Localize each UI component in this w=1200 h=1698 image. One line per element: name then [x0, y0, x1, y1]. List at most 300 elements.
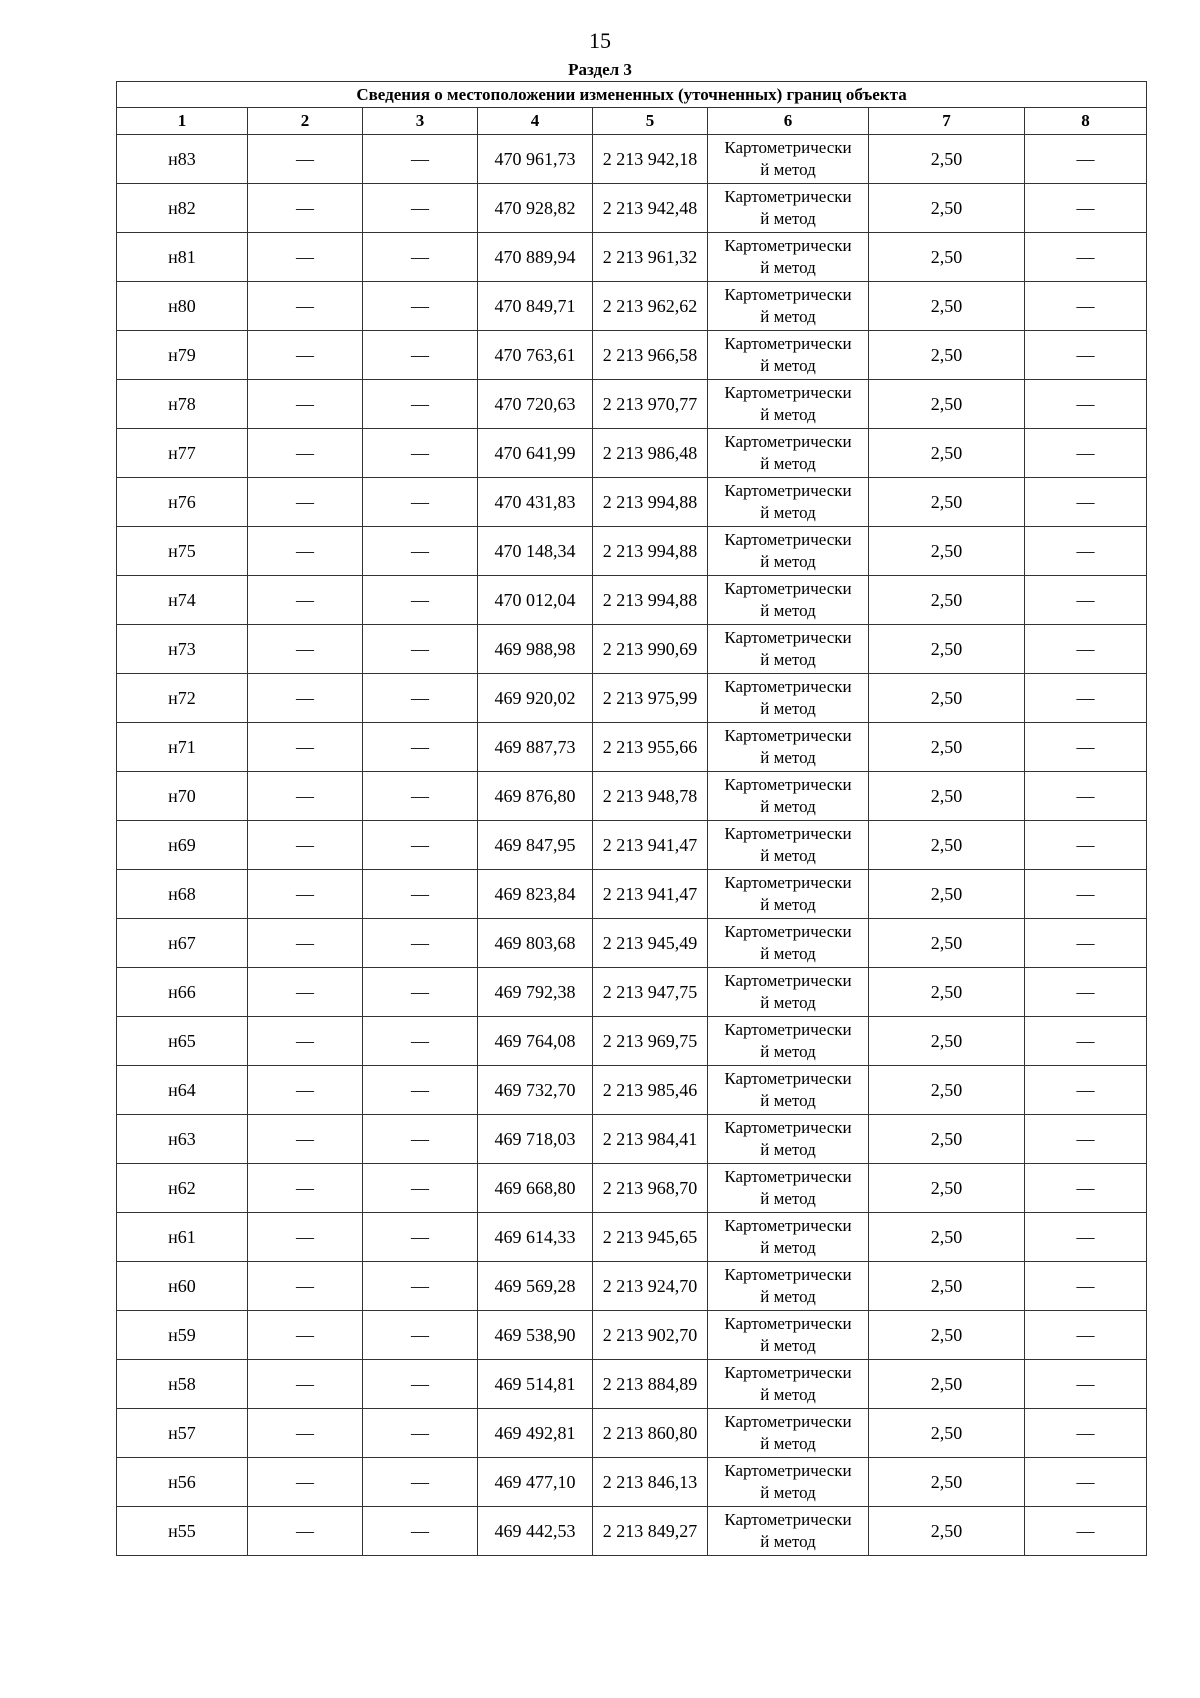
column-2-cell: —: [248, 821, 363, 870]
column-8-cell: —: [1025, 1507, 1147, 1556]
x-coordinate-cell: 469 823,84: [478, 870, 593, 919]
method-line-2: й метод: [760, 699, 816, 718]
table-row: [117, 1262, 1147, 1311]
table-row: [117, 1311, 1147, 1360]
method-line-1: Картометрически: [724, 236, 852, 255]
point-label-cell: н71: [117, 723, 248, 772]
point-label-cell: н58: [117, 1360, 248, 1409]
x-coordinate-cell: 470 641,99: [478, 429, 593, 478]
y-coordinate-cell: 2 213 945,49: [593, 919, 708, 968]
table-row: [117, 1066, 1147, 1115]
table-row: [117, 772, 1147, 821]
column-8-cell: —: [1025, 1115, 1147, 1164]
point-label-cell: н83: [117, 135, 248, 184]
method-line-1: Картометрически: [724, 530, 852, 549]
column-3-cell: —: [363, 1311, 478, 1360]
x-coordinate-cell: 469 569,28: [478, 1262, 593, 1311]
column-number-3: 3: [363, 108, 478, 135]
method-cell: [708, 919, 869, 968]
point-label-cell: н62: [117, 1164, 248, 1213]
point-label-cell: н81: [117, 233, 248, 282]
column-2-cell: —: [248, 1262, 363, 1311]
method-line-1: Картометрически: [724, 187, 852, 206]
table-row: [117, 527, 1147, 576]
method-line-1: Картометрически: [724, 1216, 852, 1235]
y-coordinate-cell: 2 213 942,18: [593, 135, 708, 184]
table-row: [117, 380, 1147, 429]
y-coordinate-cell: 2 213 975,99: [593, 674, 708, 723]
method-line-2: й метод: [760, 1336, 816, 1355]
method-cell: [708, 772, 869, 821]
method-cell: [708, 429, 869, 478]
column-3-cell: —: [363, 233, 478, 282]
column-2-cell: —: [248, 1164, 363, 1213]
method-cell: [708, 1311, 869, 1360]
point-label-cell: н70: [117, 772, 248, 821]
y-coordinate-cell: 2 213 860,80: [593, 1409, 708, 1458]
accuracy-cell: 2,50: [869, 1360, 1025, 1409]
x-coordinate-cell: 470 148,34: [478, 527, 593, 576]
method-line-2: й метод: [760, 748, 816, 767]
accuracy-cell: 2,50: [869, 1262, 1025, 1311]
column-8-cell: —: [1025, 527, 1147, 576]
x-coordinate-cell: 469 492,81: [478, 1409, 593, 1458]
table-row: [117, 282, 1147, 331]
table-row: [117, 674, 1147, 723]
method-line-1: Картометрически: [724, 1461, 852, 1480]
column-3-cell: —: [363, 135, 478, 184]
column-2-cell: —: [248, 1115, 363, 1164]
accuracy-cell: 2,50: [869, 1164, 1025, 1213]
column-2-cell: —: [248, 282, 363, 331]
method-line-2: й метод: [760, 1434, 816, 1453]
method-line-1: Картометрически: [724, 383, 852, 402]
accuracy-cell: 2,50: [869, 723, 1025, 772]
column-2-cell: —: [248, 527, 363, 576]
method-line-2: й метод: [760, 209, 816, 228]
column-8-cell: —: [1025, 1213, 1147, 1262]
column-3-cell: —: [363, 1262, 478, 1311]
column-3-cell: —: [363, 1213, 478, 1262]
method-cell: [708, 674, 869, 723]
method-line-2: й метод: [760, 1238, 816, 1257]
method-line-1: Картометрически: [724, 726, 852, 745]
accuracy-cell: 2,50: [869, 821, 1025, 870]
method-line-2: й метод: [760, 1483, 816, 1502]
accuracy-cell: 2,50: [869, 282, 1025, 331]
method-line-1: Картометрически: [724, 1118, 852, 1137]
column-number-4: 4: [478, 108, 593, 135]
column-3-cell: —: [363, 282, 478, 331]
column-3-cell: —: [363, 772, 478, 821]
column-8-cell: —: [1025, 1017, 1147, 1066]
y-coordinate-cell: 2 213 849,27: [593, 1507, 708, 1556]
column-2-cell: —: [248, 1066, 363, 1115]
column-2-cell: —: [248, 380, 363, 429]
y-coordinate-cell: 2 213 941,47: [593, 821, 708, 870]
column-3-cell: —: [363, 919, 478, 968]
table-row: [117, 870, 1147, 919]
x-coordinate-cell: 469 876,80: [478, 772, 593, 821]
column-2-cell: —: [248, 1507, 363, 1556]
method-line-2: й метод: [760, 846, 816, 865]
table-row: [117, 1115, 1147, 1164]
table-row: [117, 429, 1147, 478]
method-line-1: Картометрически: [724, 628, 852, 647]
method-cell: [708, 478, 869, 527]
column-8-cell: —: [1025, 282, 1147, 331]
accuracy-cell: 2,50: [869, 429, 1025, 478]
method-cell: [708, 870, 869, 919]
point-label-cell: н64: [117, 1066, 248, 1115]
column-2-cell: —: [248, 968, 363, 1017]
column-2-cell: —: [248, 1213, 363, 1262]
x-coordinate-cell: 470 849,71: [478, 282, 593, 331]
accuracy-cell: 2,50: [869, 1311, 1025, 1360]
column-8-cell: —: [1025, 1409, 1147, 1458]
y-coordinate-cell: 2 213 884,89: [593, 1360, 708, 1409]
method-cell: [708, 625, 869, 674]
accuracy-cell: 2,50: [869, 184, 1025, 233]
x-coordinate-cell: 469 718,03: [478, 1115, 593, 1164]
method-cell: [708, 1458, 869, 1507]
x-coordinate-cell: 469 803,68: [478, 919, 593, 968]
y-coordinate-cell: 2 213 994,88: [593, 527, 708, 576]
method-cell: [708, 1360, 869, 1409]
column-2-cell: —: [248, 233, 363, 282]
point-label-cell: н73: [117, 625, 248, 674]
accuracy-cell: 2,50: [869, 380, 1025, 429]
column-3-cell: —: [363, 723, 478, 772]
column-2-cell: —: [248, 1409, 363, 1458]
x-coordinate-cell: 469 887,73: [478, 723, 593, 772]
x-coordinate-cell: 469 847,95: [478, 821, 593, 870]
x-coordinate-cell: 469 668,80: [478, 1164, 593, 1213]
method-line-1: Картометрически: [724, 1167, 852, 1186]
method-line-2: й метод: [760, 503, 816, 522]
method-cell: [708, 1409, 869, 1458]
column-8-cell: —: [1025, 233, 1147, 282]
y-coordinate-cell: 2 213 969,75: [593, 1017, 708, 1066]
column-2-cell: —: [248, 674, 363, 723]
method-cell: [708, 1017, 869, 1066]
column-3-cell: —: [363, 1458, 478, 1507]
column-3-cell: —: [363, 1017, 478, 1066]
method-line-2: й метод: [760, 944, 816, 963]
method-line-1: Картометрически: [724, 432, 852, 451]
column-8-cell: —: [1025, 478, 1147, 527]
accuracy-cell: 2,50: [869, 919, 1025, 968]
method-line-1: Картометрически: [724, 1314, 852, 1333]
column-3-cell: —: [363, 1115, 478, 1164]
column-2-cell: —: [248, 135, 363, 184]
point-label-cell: н67: [117, 919, 248, 968]
x-coordinate-cell: 470 431,83: [478, 478, 593, 527]
point-label-cell: н77: [117, 429, 248, 478]
point-label-cell: н76: [117, 478, 248, 527]
method-line-1: Картометрически: [724, 579, 852, 598]
table-row: [117, 478, 1147, 527]
method-line-1: Картометрически: [724, 1412, 852, 1431]
table-row: [117, 331, 1147, 380]
column-8-cell: —: [1025, 429, 1147, 478]
method-cell: [708, 233, 869, 282]
method-line-1: Картометрически: [724, 1069, 852, 1088]
column-8-cell: —: [1025, 772, 1147, 821]
x-coordinate-cell: 469 477,10: [478, 1458, 593, 1507]
point-label-cell: н66: [117, 968, 248, 1017]
column-number-5: 5: [593, 108, 708, 135]
accuracy-cell: 2,50: [869, 1017, 1025, 1066]
accuracy-cell: 2,50: [869, 233, 1025, 282]
column-8-cell: —: [1025, 576, 1147, 625]
accuracy-cell: 2,50: [869, 527, 1025, 576]
table-row: [117, 1213, 1147, 1262]
method-line-2: й метод: [760, 1532, 816, 1551]
method-cell: [708, 527, 869, 576]
method-line-2: й метод: [760, 1140, 816, 1159]
point-label-cell: н55: [117, 1507, 248, 1556]
column-2-cell: —: [248, 870, 363, 919]
method-line-1: Картометрически: [724, 922, 852, 941]
method-line-2: й метод: [760, 1091, 816, 1110]
method-line-2: й метод: [760, 307, 816, 326]
table-caption: Сведения о местоположении измененных (уточненных) границ объекта: [117, 82, 1147, 108]
column-3-cell: —: [363, 527, 478, 576]
column-2-cell: —: [248, 1458, 363, 1507]
table-row: [117, 1164, 1147, 1213]
x-coordinate-cell: 469 514,81: [478, 1360, 593, 1409]
y-coordinate-cell: 2 213 902,70: [593, 1311, 708, 1360]
point-label-cell: н72: [117, 674, 248, 723]
accuracy-cell: 2,50: [869, 1066, 1025, 1115]
method-line-1: Картометрически: [724, 1265, 852, 1284]
point-label-cell: н69: [117, 821, 248, 870]
column-number-2: 2: [248, 108, 363, 135]
y-coordinate-cell: 2 213 968,70: [593, 1164, 708, 1213]
method-line-2: й метод: [760, 1385, 816, 1404]
x-coordinate-cell: 469 988,98: [478, 625, 593, 674]
accuracy-cell: 2,50: [869, 1409, 1025, 1458]
x-coordinate-cell: 470 720,63: [478, 380, 593, 429]
y-coordinate-cell: 2 213 942,48: [593, 184, 708, 233]
y-coordinate-cell: 2 213 990,69: [593, 625, 708, 674]
accuracy-cell: 2,50: [869, 674, 1025, 723]
method-line-1: Картометрически: [724, 1363, 852, 1382]
method-cell: [708, 968, 869, 1017]
y-coordinate-cell: 2 213 924,70: [593, 1262, 708, 1311]
column-3-cell: —: [363, 184, 478, 233]
x-coordinate-cell: 470 889,94: [478, 233, 593, 282]
point-label-cell: н74: [117, 576, 248, 625]
method-cell: [708, 1507, 869, 1556]
column-8-cell: —: [1025, 1066, 1147, 1115]
accuracy-cell: 2,50: [869, 968, 1025, 1017]
column-8-cell: —: [1025, 1311, 1147, 1360]
point-label-cell: н59: [117, 1311, 248, 1360]
column-3-cell: —: [363, 1360, 478, 1409]
column-3-cell: —: [363, 674, 478, 723]
accuracy-cell: 2,50: [869, 576, 1025, 625]
method-line-1: Картометрически: [724, 1510, 852, 1529]
method-cell: [708, 576, 869, 625]
method-line-2: й метод: [760, 356, 816, 375]
column-3-cell: —: [363, 870, 478, 919]
method-line-2: й метод: [760, 1042, 816, 1061]
accuracy-cell: 2,50: [869, 1115, 1025, 1164]
point-label-cell: н61: [117, 1213, 248, 1262]
table-row: [117, 1017, 1147, 1066]
method-line-1: Картометрически: [724, 334, 852, 353]
y-coordinate-cell: 2 213 955,66: [593, 723, 708, 772]
column-8-cell: —: [1025, 870, 1147, 919]
table-body: [117, 135, 1147, 1556]
point-label-cell: н57: [117, 1409, 248, 1458]
method-line-2: й метод: [760, 552, 816, 571]
column-3-cell: —: [363, 429, 478, 478]
accuracy-cell: 2,50: [869, 1213, 1025, 1262]
point-label-cell: н82: [117, 184, 248, 233]
column-3-cell: —: [363, 625, 478, 674]
y-coordinate-cell: 2 213 986,48: [593, 429, 708, 478]
column-number-1: 1: [117, 108, 248, 135]
method-line-1: Картометрически: [724, 1020, 852, 1039]
point-label-cell: н79: [117, 331, 248, 380]
y-coordinate-cell: 2 213 994,88: [593, 576, 708, 625]
column-8-cell: —: [1025, 919, 1147, 968]
x-coordinate-cell: 470 928,82: [478, 184, 593, 233]
table-row: [117, 919, 1147, 968]
table-row: [117, 184, 1147, 233]
column-3-cell: —: [363, 380, 478, 429]
point-label-cell: н75: [117, 527, 248, 576]
table-row: [117, 1409, 1147, 1458]
column-8-cell: —: [1025, 821, 1147, 870]
method-cell: [708, 331, 869, 380]
method-line-2: й метод: [760, 993, 816, 1012]
table-row: [117, 576, 1147, 625]
accuracy-cell: 2,50: [869, 625, 1025, 674]
method-cell: [708, 1115, 869, 1164]
y-coordinate-cell: 2 213 994,88: [593, 478, 708, 527]
y-coordinate-cell: 2 213 984,41: [593, 1115, 708, 1164]
accuracy-cell: 2,50: [869, 772, 1025, 821]
y-coordinate-cell: 2 213 945,65: [593, 1213, 708, 1262]
y-coordinate-cell: 2 213 962,62: [593, 282, 708, 331]
column-2-cell: —: [248, 723, 363, 772]
table-row: [117, 625, 1147, 674]
column-3-cell: —: [363, 1066, 478, 1115]
table-row: [117, 1360, 1147, 1409]
x-coordinate-cell: 469 538,90: [478, 1311, 593, 1360]
column-number-7: 7: [869, 108, 1025, 135]
method-line-2: й метод: [760, 650, 816, 669]
method-cell: [708, 1066, 869, 1115]
point-label-cell: н78: [117, 380, 248, 429]
method-line-1: Картометрически: [724, 285, 852, 304]
column-8-cell: —: [1025, 380, 1147, 429]
y-coordinate-cell: 2 213 966,58: [593, 331, 708, 380]
column-8-cell: —: [1025, 968, 1147, 1017]
method-line-1: Картометрически: [724, 971, 852, 990]
accuracy-cell: 2,50: [869, 1507, 1025, 1556]
method-line-2: й метод: [760, 601, 816, 620]
y-coordinate-cell: 2 213 948,78: [593, 772, 708, 821]
column-3-cell: —: [363, 1409, 478, 1458]
column-3-cell: —: [363, 576, 478, 625]
table-row: [117, 821, 1147, 870]
table-row: [117, 723, 1147, 772]
method-cell: [708, 1262, 869, 1311]
column-8-cell: —: [1025, 723, 1147, 772]
column-8-cell: —: [1025, 1458, 1147, 1507]
point-label-cell: н56: [117, 1458, 248, 1507]
column-8-cell: —: [1025, 135, 1147, 184]
x-coordinate-cell: 469 920,02: [478, 674, 593, 723]
y-coordinate-cell: 2 213 961,32: [593, 233, 708, 282]
accuracy-cell: 2,50: [869, 1458, 1025, 1507]
point-label-cell: н63: [117, 1115, 248, 1164]
column-8-cell: —: [1025, 184, 1147, 233]
method-cell: [708, 821, 869, 870]
column-2-cell: —: [248, 478, 363, 527]
accuracy-cell: 2,50: [869, 478, 1025, 527]
column-8-cell: —: [1025, 1262, 1147, 1311]
column-8-cell: —: [1025, 1164, 1147, 1213]
y-coordinate-cell: 2 213 970,77: [593, 380, 708, 429]
method-line-1: Картометрически: [724, 775, 852, 794]
method-cell: [708, 723, 869, 772]
column-2-cell: —: [248, 625, 363, 674]
page-number: 15: [589, 28, 611, 53]
method-line-2: й метод: [760, 1287, 816, 1306]
column-2-cell: —: [248, 772, 363, 821]
x-coordinate-cell: 469 792,38: [478, 968, 593, 1017]
method-line-2: й метод: [760, 160, 816, 179]
column-3-cell: —: [363, 821, 478, 870]
method-line-1: Картометрически: [724, 677, 852, 696]
column-2-cell: —: [248, 1360, 363, 1409]
accuracy-cell: 2,50: [869, 870, 1025, 919]
column-number-8: 8: [1025, 108, 1147, 135]
x-coordinate-cell: 470 763,61: [478, 331, 593, 380]
method-cell: [708, 380, 869, 429]
method-line-1: Картометрически: [724, 873, 852, 892]
point-label-cell: н60: [117, 1262, 248, 1311]
table-row: [117, 135, 1147, 184]
method-line-2: й метод: [760, 895, 816, 914]
section-title: Раздел 3: [568, 60, 632, 79]
point-label-cell: н68: [117, 870, 248, 919]
method-cell: [708, 184, 869, 233]
method-line-1: Картометрически: [724, 481, 852, 500]
boundary-coordinates-table: [116, 81, 1147, 1556]
column-3-cell: —: [363, 1507, 478, 1556]
method-cell: [708, 282, 869, 331]
table-row: [117, 1458, 1147, 1507]
method-line-1: Картометрически: [724, 824, 852, 843]
column-3-cell: —: [363, 1164, 478, 1213]
accuracy-cell: 2,50: [869, 135, 1025, 184]
point-label-cell: н65: [117, 1017, 248, 1066]
method-line-2: й метод: [760, 454, 816, 473]
table-row: [117, 233, 1147, 282]
method-cell: [708, 135, 869, 184]
table-row: [117, 968, 1147, 1017]
x-coordinate-cell: 469 764,08: [478, 1017, 593, 1066]
x-coordinate-cell: 469 732,70: [478, 1066, 593, 1115]
y-coordinate-cell: 2 213 846,13: [593, 1458, 708, 1507]
